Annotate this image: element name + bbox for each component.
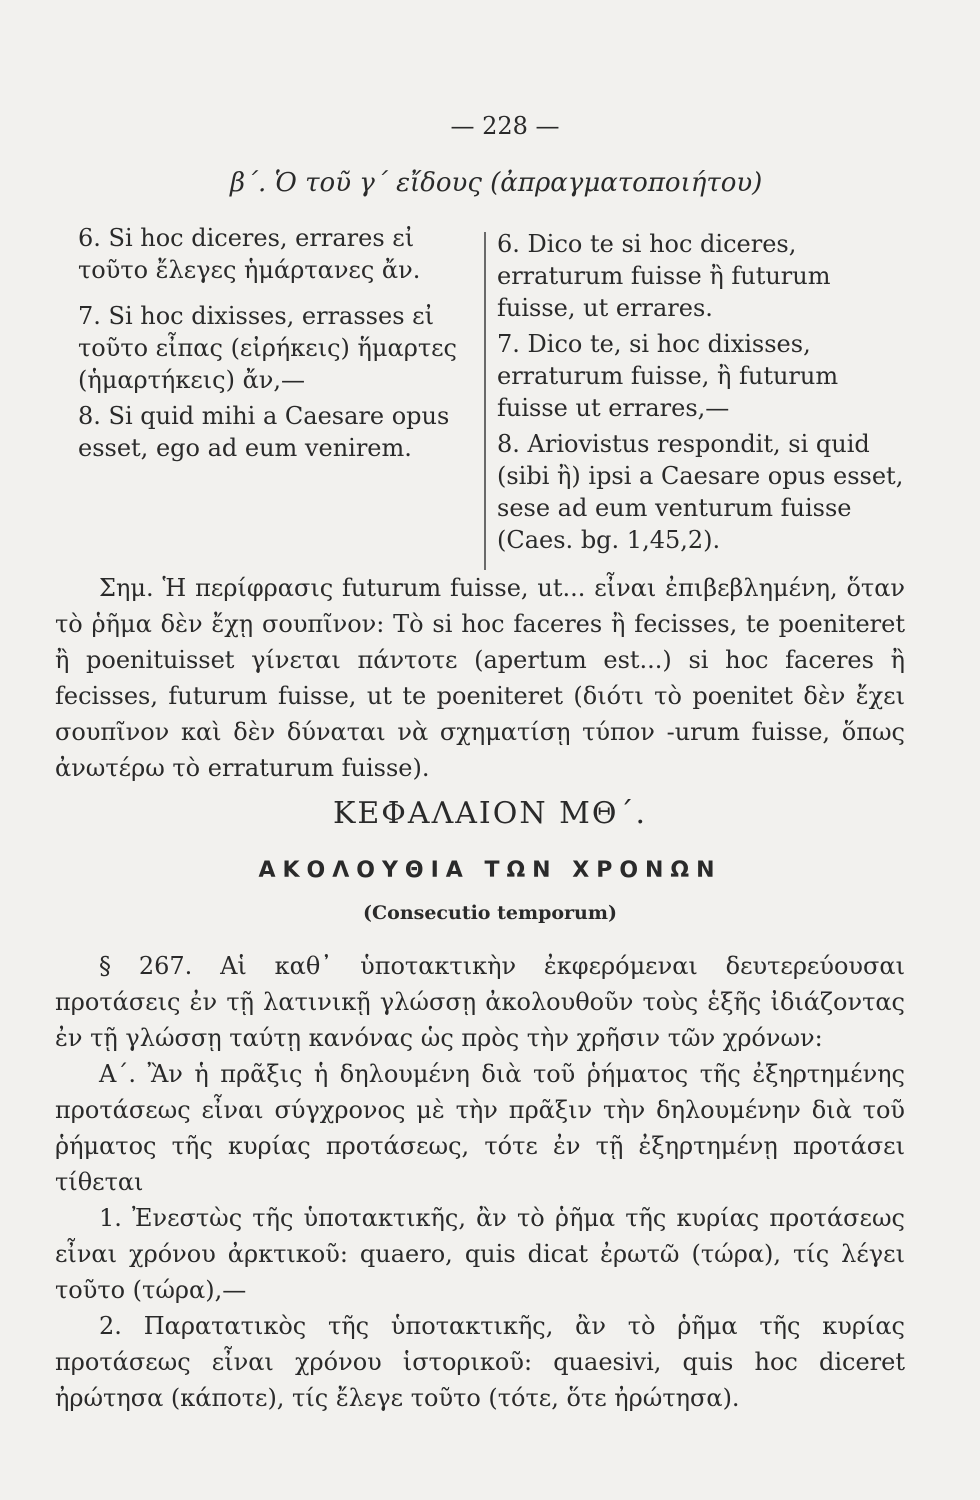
column-divider: [484, 232, 486, 570]
rule-a: Α΄. Ἂν ἡ πρᾶξις ἡ δηλουμένη διὰ τοῦ ῥήματος τῆς ἐξηρτημένης προτάσεως εἶναι σύγχρονος μὲ τὴν πρᾶξιν τὴν δηλουμένην διὰ τοῦ ῥήματος τῆς κυρίας προτάσεως, τότε ἐν τῇ ἐξηρτημένῃ προτάσει τίθεται: [55, 1060, 905, 1196]
left-column: [78, 222, 488, 468]
note-text: Σημ. Ἡ περίφρασις futurum fuisse, ut... εἶναι ἐπιβεβλημένη, ὅταν τὸ ῥῆμα δὲν ἔχῃ σουπῖνον: Τὸ si hoc faceres ἢ fecisses, te poeniteret ἢ poenituisset γίνεται πάντοτε (apertum est...) si hoc faceres ἢ fecisses, futurum fuisse, ut te poeniteret (διότι τὸ poenitet δὲν ἔχει σουπῖνον καὶ δὲν δύναται νὰ σχηματίσῃ τύπον -urum fuisse, ὅπως ἀνωτέρω τὸ erraturum fuisse).: [55, 574, 905, 782]
chapter-latin-subtitle: (Consecutio temporum): [363, 902, 617, 924]
rule-1: 1. Ἐνεστὼς τῆς ὑποτακτικῆς, ἂν τὸ ῥῆμα τῆς κυρίας προτάσεως εἶναι χρόνου ἀρκτικοῦ: quaero, quis dicat ἐρωτῶ (τώρα), τίς λέγει τοῦτο (τώρα),—: [55, 1204, 905, 1304]
paragraph-267: § 267. Αἱ καθ᾽ ὑποτακτικὴν ἐκφερόμεναι δευτερεύουσαι προτάσεις ἐν τῇ λατινικῇ γλώσσῃ ἀκολουθοῦν τοὺς ἑξῆς ἰδιάζοντας ἐν τῇ γλώσσῃ ταύτῃ κανόνας ὡς πρὸς τὴν χρῆσιν τῶν χρόνων:: [55, 952, 905, 1052]
left-example-7: 7. Si hoc dixisses, errasses εἰ τοῦτο εἶπας (εἰρήκεις) ἥμαρτες (ἡμαρτήκεις) ἄν,—: [78, 302, 457, 394]
left-example-6: 6. Si hoc diceres, errares εἰ τοῦτο ἔλεγες ἡμάρτανες ἄν.: [78, 224, 421, 284]
rule-2: 2. Παρατατικὸς τῆς ὑποτακτικῆς, ἂν τὸ ῥῆμα τῆς κυρίας προτάσεως εἶναι χρόνου ἱστορικοῦ: quaesivi, quis hoc diceret ἠρώτησα (κάποτε), τίς ἔλεγε τοῦτο (τότε, ὅτε ἠρώτησα).: [55, 1312, 905, 1412]
chapter-subtitle: ΑΚΟΛΟΥΘΙΑ ΤΩΝ ΧΡΟΝΩΝ: [258, 858, 722, 883]
chapter-title: ΚΕΦΑΛΑΙΟΝ ΜΘ΄.: [333, 796, 647, 831]
right-column: [497, 228, 905, 560]
right-example-8: 8. Ariovistus respondit, si quid (sibi ἢ) ipsi a Caesare opus esset, sese ad eum venturum fuisse (Caes. bg. 1,45,2).: [497, 430, 904, 554]
section-heading: β΄. Ὁ τοῦ γ΄ εἴδους (ἀπραγματοποιήτου): [230, 168, 763, 198]
page-number: — 228 —: [450, 112, 560, 140]
left-example-8: 8. Si quid mihi a Caesare opus esset, ego ad eum venirem.: [78, 402, 450, 462]
note-block: [55, 570, 905, 786]
right-example-7: 7. Dico te, si hoc dixisses, erraturum fuisse, ἢ futurum fuisse ut errares,—: [497, 330, 839, 422]
main-body: [55, 948, 905, 1416]
right-example-6: 6. Dico te si hoc diceres, erraturum fuisse ἢ futurum fuisse, ut errares.: [497, 230, 831, 322]
